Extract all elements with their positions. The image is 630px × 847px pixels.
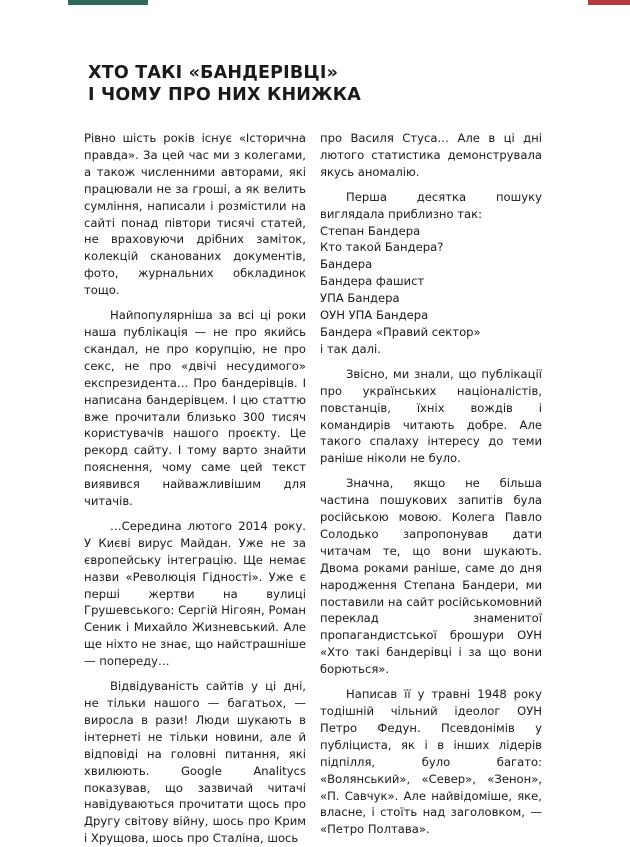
list-item: УПА Бандера bbox=[320, 291, 400, 306]
right-column bbox=[320, 130, 542, 838]
top-color-bar-right bbox=[588, 0, 630, 5]
list-item: Бандера фашист bbox=[320, 274, 425, 289]
left-column bbox=[84, 130, 306, 847]
paragraph: Рівно шість років існує «Історична правда». За цей час ми з колегами, а також численними авторами, які працювали не за гроші, а як велить сумління, написали і розмістили на сайті понад півтори тисячі статей, не враховуючи дрібних заміток, колекцій сканованих документів, фото, журнальних обкладинок тощо. bbox=[84, 131, 306, 298]
paragraph: Звісно, ми знали, що публікації про українських націоналістів, повстанців, їхніх вождів і командирів читають добре. Але такого спалаху інтересу до теми раніше ніколи не було. bbox=[320, 366, 542, 466]
page-heading bbox=[88, 62, 548, 106]
paragraph: Найпопулярніша за всі ці роки наша публікація — не про якийсь скандал, не про корупцію, не про секс, не про «двічі несудимого» експрезидента… Про бандерівців. І написана бандерівцем. І цю статтю вже прочитали близько 300 тисяч користувачів нашого проєкту. Це рекорд сайту. І тому варто знайти пояснення, чому саме цей текст виявився найважливішим для читачів. bbox=[84, 308, 306, 509]
paragraph: …Середина лютого 2014 року. У Києві вирус Майдан. Уже не за європейську інтеграцію. Ще немає назви «Революція Гідності». Уже є перші жертви на вулиці Грушевського: Сергій Нігоян, Роман Сеник і Михайло Жизневський. Але ще ніхто не знає, що найстрашніше — попереду… bbox=[84, 518, 306, 669]
paragraph: Відвідуваність сайтів у ці дні, не тільки нашого — багатьох, — виросла в рази! Люди шукають в інтернеті не тільки новини, але й відповіді на головні питання, які хвилюють. Google Analitycs показував, що зазвичай читачі навідуваються прочитати щось про Другу світову війну, шось про Крим і Хрущова, шось про Сталіна, шось bbox=[84, 679, 306, 846]
list-item: Бандера «Правий сектор» bbox=[320, 324, 481, 339]
list-item: ОУН УПА Бандера bbox=[320, 308, 429, 323]
list-item: і так далі. bbox=[320, 341, 381, 356]
list-item: Кто такой Бандера? bbox=[320, 240, 444, 255]
list-item: Степан Бандера bbox=[320, 223, 421, 238]
paragraph: про Василя Стуса… Але в ці дні лютого статистика демонструвала якусь аномалію. bbox=[320, 131, 542, 179]
top-color-bar-left bbox=[68, 0, 148, 5]
heading-line-2: І ЧОМУ ПРО НИХ КНИЖКА bbox=[88, 85, 362, 105]
paragraph: Написав її у травні 1948 року тодішній чільний ідеолог ОУН Петро Федун. Псевдонімів у публіциста, як і в інших лідерів підпілля, було багато: «Волянський», «Север», «Зенон», «П. Савчук». Але найвідоміше, яке, власне, і стоїть над заголовком, — «Петро Полтава». bbox=[320, 687, 542, 837]
list-item: Бандера bbox=[320, 257, 373, 272]
paragraph: Значна, якщо не більша частина пошукових запитів була російською мовою. Колега Павло Солодько запропонував дати читачам те, що вони шукають. Двома роками раніше, саме до дня народження Степана Бандери, ми поставили на сайт російськомовний переклад знаменитої пропагандистської брошури ОУН «Хто такі бандерівці і за що вони борються». bbox=[320, 476, 542, 677]
heading-line-1: ХТО ТАКІ «БАНДЕРІВЦІ» bbox=[88, 63, 339, 83]
search-query-list bbox=[320, 223, 542, 358]
paragraph: Перша десятка пошуку виглядала приблизно так: bbox=[320, 189, 542, 221]
